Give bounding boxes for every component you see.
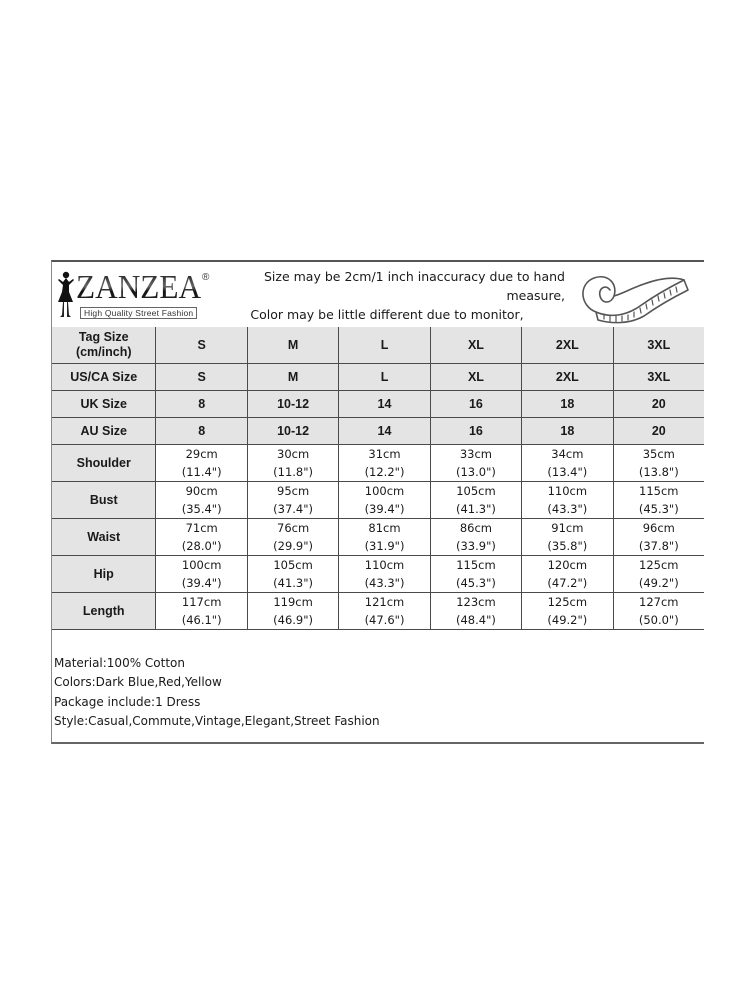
table-cell: 125cm (49.2") — [522, 593, 613, 630]
table-cell: XL — [430, 364, 521, 391]
table-cell: 95cm (37.4") — [247, 482, 338, 519]
chart-header — [52, 262, 704, 329]
table-cell: XL — [430, 327, 521, 364]
table-cell: 127cm (50.0") — [613, 593, 704, 630]
table-cell: 18 — [522, 391, 613, 418]
table-cell: 18 — [522, 418, 613, 445]
table-cell: 120cm (47.2") — [522, 556, 613, 593]
note-style: Style:Casual,Commute,Vintage,Elegant,Street Fashion — [54, 713, 380, 728]
table-cell: 35cm (13.8") — [613, 445, 704, 482]
table-cell: 115cm (45.3") — [430, 556, 521, 593]
table-cell: M — [247, 364, 338, 391]
table-cell: 2XL — [522, 364, 613, 391]
table-row-au-size — [52, 418, 704, 445]
table-cell: 20 — [613, 418, 704, 445]
table-cell: L — [339, 364, 430, 391]
table-cell: 81cm (31.9") — [339, 519, 430, 556]
size-chart — [51, 260, 704, 744]
table-cell: 2XL — [522, 327, 613, 364]
table-row-length — [52, 593, 704, 630]
table-cell: 29cm (11.4") — [156, 445, 247, 482]
brand-tagline: High Quality Street Fashion — [80, 307, 197, 319]
table-cell: 105cm (41.3") — [247, 556, 338, 593]
table-cell: 91cm (35.8") — [522, 519, 613, 556]
row-label: UK Size — [52, 391, 156, 418]
registered-mark: ® — [202, 272, 210, 283]
row-label: Waist — [52, 519, 156, 556]
note-colors: Colors:Dark Blue,Red,Yellow — [54, 675, 222, 690]
row-label: Bust — [52, 482, 156, 519]
table-cell: 96cm (37.8") — [613, 519, 704, 556]
woman-silhouette-icon — [56, 270, 78, 318]
row-label: Length — [52, 593, 156, 630]
table-cell: 110cm (43.3") — [522, 482, 613, 519]
table-cell: 31cm (12.2") — [339, 445, 430, 482]
table-cell: 16 — [430, 418, 521, 445]
table-cell: 105cm (41.3") — [430, 482, 521, 519]
row-label: US/CA Size — [52, 364, 156, 391]
table-row-hip — [52, 556, 704, 593]
table-cell: 71cm (28.0") — [156, 519, 247, 556]
brand-logo — [56, 268, 226, 322]
table-cell: 10-12 — [247, 418, 338, 445]
table-cell: 90cm (35.4") — [156, 482, 247, 519]
table-cell: 117cm (46.1") — [156, 593, 247, 630]
table-row-shoulder — [52, 445, 704, 482]
table-cell: M — [247, 327, 338, 364]
table-cell: S — [156, 327, 247, 364]
notice-line: Color may be little different due to monitor, — [250, 307, 524, 322]
table-cell: 33cm (13.0") — [430, 445, 521, 482]
table-cell: 8 — [156, 391, 247, 418]
measuring-tape-icon — [574, 266, 692, 324]
table-cell: 8 — [156, 418, 247, 445]
table-row-uk-size — [52, 391, 704, 418]
table-cell: 76cm (29.9") — [247, 519, 338, 556]
table-cell: 123cm (48.4") — [430, 593, 521, 630]
note-material: Material:100% Cotton — [54, 656, 185, 670]
table-row-tag-size — [52, 327, 704, 364]
table-cell: 121cm (47.6") — [339, 593, 430, 630]
row-label: Hip — [52, 556, 156, 593]
table-cell: 14 — [339, 418, 430, 445]
brand-name: ZANZEA — [76, 269, 202, 306]
table-cell: 110cm (43.3") — [339, 556, 430, 593]
size-table — [52, 327, 704, 630]
table-row-waist — [52, 519, 704, 556]
table-row-bust — [52, 482, 704, 519]
table-cell: L — [339, 327, 430, 364]
table-cell: 10-12 — [247, 391, 338, 418]
table-cell: 100cm (39.4") — [339, 482, 430, 519]
table-cell: S — [156, 364, 247, 391]
table-cell: 119cm (46.9") — [247, 593, 338, 630]
table-cell: 30cm (11.8") — [247, 445, 338, 482]
table-cell: 14 — [339, 391, 430, 418]
row-label: Shoulder — [52, 445, 156, 482]
notice-line: Size may be 2cm/1 inch inaccuracy due to hand measure, — [264, 269, 565, 303]
row-label: AU Size — [52, 418, 156, 445]
table-cell: 86cm (33.9") — [430, 519, 521, 556]
table-cell: 3XL — [613, 327, 704, 364]
note-package: Package include:1 Dress — [54, 694, 201, 709]
table-cell: 125cm (49.2") — [613, 556, 704, 593]
table-row-us-ca-size — [52, 364, 704, 391]
table-cell: 115cm (45.3") — [613, 482, 704, 519]
table-cell: 34cm (13.4") — [522, 445, 613, 482]
product-notes — [54, 654, 380, 731]
row-label: Tag Size (cm/inch) — [52, 327, 156, 364]
table-cell: 16 — [430, 391, 521, 418]
table-cell: 20 — [613, 391, 704, 418]
table-cell: 3XL — [613, 364, 704, 391]
table-cell: 100cm (39.4") — [156, 556, 247, 593]
